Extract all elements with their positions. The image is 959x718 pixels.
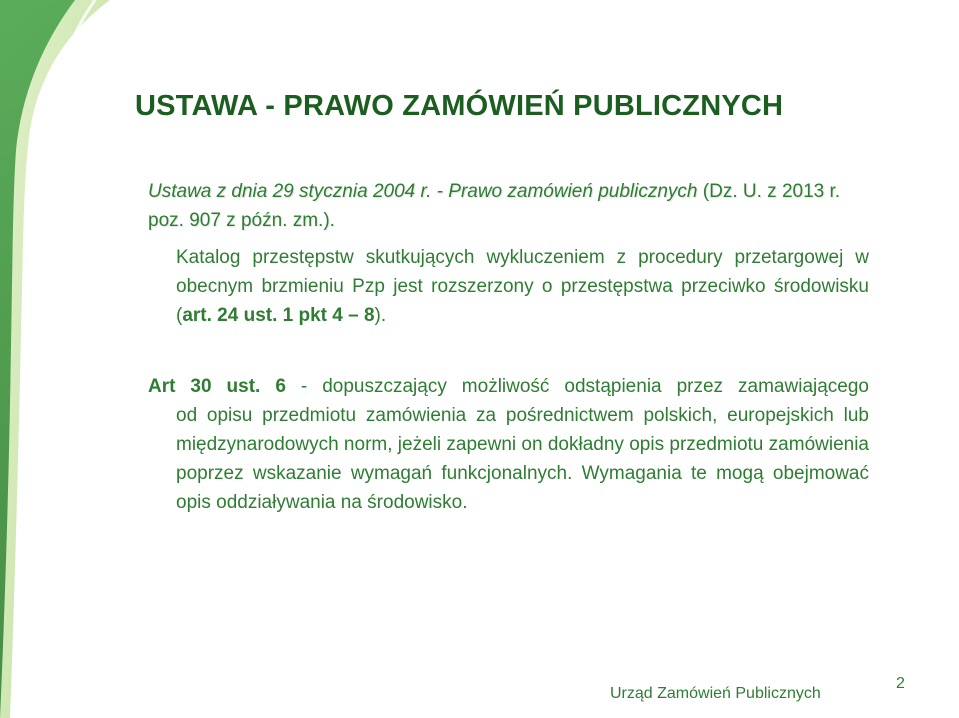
article-30-intro: - dopuszczający możliwość odstąpienia przez zamawiającego — [285, 376, 869, 397]
law-citation-rest: (Dz. U. z 2013 r. poz. 907 z późn. zm.). — [148, 181, 841, 231]
article-30-ref: Art 30 ust. 6 — [148, 376, 286, 397]
article-30-first-line — [148, 372, 869, 401]
footer-organization: Urząd Zamówień Publicznych — [610, 685, 821, 702]
slide-title: USTAWA - PRAWO ZAMÓWIEŃ PUBLICZNYCH — [135, 90, 784, 122]
law-citation-paragraph — [148, 177, 868, 235]
catalog-end: ). — [374, 305, 387, 326]
article-30-paragraph — [148, 372, 869, 517]
catalog-text: Katalog przestępstw skutkujących wykluczeniem z procedury przetargowej w obecnym brzmieniu Pzp jest rozszerzony o przestępstwa przeciwko środowisku ( — [176, 247, 869, 326]
catalog-paragraph — [176, 243, 869, 330]
law-title-italic: Ustawa z dnia 29 stycznia 2004 r. - Prawo zamówień publicznych — [148, 181, 698, 202]
page-number: 2 — [896, 675, 905, 692]
article-30-body: od opisu przedmiotu zamówienia za pośrednictwem polskich, europejskich lub międzynarodowych norm, jeżeli zapewni on dokładny opis przedmiotu zamówienia poprzez wskazanie wymagań funkcjonalnych. Wymagania te mogą obejmować opis oddziaływania na środowisko. — [176, 405, 869, 513]
catalog-article-ref: art. 24 ust. 1 pkt 4 – 8 — [182, 305, 375, 326]
decorative-swoosh — [0, 0, 140, 718]
